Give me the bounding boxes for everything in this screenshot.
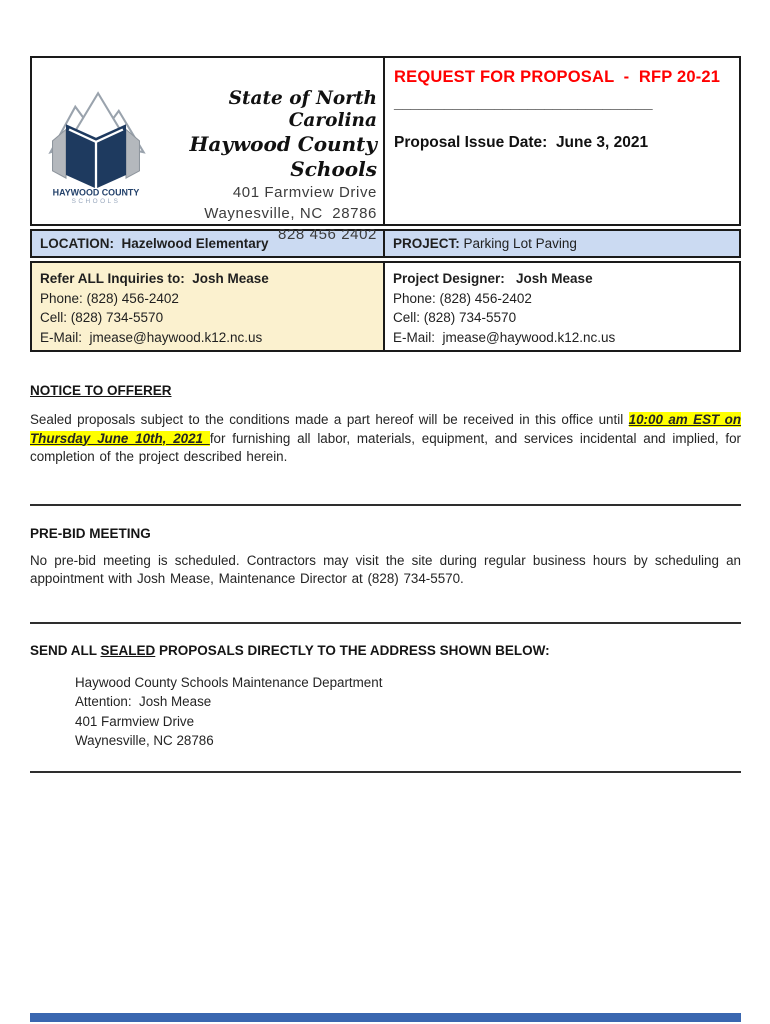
mailing-address-block	[75, 673, 741, 751]
prebid-paragraph: No pre-bid meeting is scheduled. Contractors may visit the site during regular business hours by scheduling an appointment with Josh Mease, Maintenance Director at (828) 734-5570.	[30, 552, 741, 586]
org-address-phone: 828 456 2402	[278, 226, 377, 243]
address-line-street: 401 Farmview Drive	[75, 713, 195, 729]
org-text-block	[148, 88, 379, 245]
inquiries-title: Refer ALL Inquiries to: Josh Mease	[40, 271, 269, 286]
section-divider	[30, 622, 741, 624]
location-project-row	[30, 229, 741, 258]
location-value: Hazelwood Elementary	[121, 236, 269, 251]
designer-cell	[385, 263, 739, 350]
location-cell	[32, 231, 385, 256]
rfp-number-blank-line: _______________________________	[394, 95, 653, 112]
location-label: LOCATION:	[40, 236, 114, 251]
designer-cell-phone: Cell: (828) 734-5570	[393, 310, 517, 325]
inquiries-cell-phone: Cell: (828) 734-5570	[40, 310, 164, 325]
designer-phone: Phone: (828) 456-2402	[393, 290, 532, 306]
header-org-cell	[32, 58, 385, 243]
notice-deadline-highlight: 10:00 am EST on Thursday June 10th, 2021	[30, 412, 742, 446]
send-heading-post: PROPOSALS DIRECTLY TO THE ADDRESS SHOWN BELOW:	[155, 642, 550, 658]
proposal-issue-date: Proposal Issue Date: June 3, 2021	[394, 134, 649, 151]
send-heading-sealed: SEALED	[100, 642, 156, 658]
org-name-line: Haywood County Schools	[189, 132, 377, 181]
notice-paragraph	[30, 411, 741, 467]
logo-text-line1: HAYWOOD COUNTY	[52, 187, 140, 198]
address-line-attention: Attention: Josh Mease	[75, 694, 212, 709]
rfp-title: REQUEST FOR PROPOSAL - RFP 20-21	[394, 68, 721, 86]
prebid-heading: PRE-BID MEETING	[30, 525, 151, 541]
logo-text-line2: SCHOOLS	[71, 197, 121, 204]
project-value: Parking Lot Paving	[463, 236, 577, 251]
section-divider	[30, 771, 741, 773]
inquiries-email: E-Mail: jmease@haywood.k12.nc.us	[40, 329, 263, 345]
org-state-line: State of North Carolina	[228, 88, 377, 131]
project-cell	[385, 231, 739, 256]
send-heading-pre: SEND ALL	[30, 642, 101, 658]
header-rfp-cell	[385, 58, 739, 224]
send-heading	[30, 643, 741, 658]
notice-text-post: for furnishing all labor, materials, equipment, and services incidental and implied, for completion of the project described herein.	[30, 430, 741, 464]
org-address-city: Waynesville, NC 28786	[204, 205, 377, 222]
inquiries-cell	[32, 263, 385, 350]
header-table	[30, 56, 741, 243]
page-bottom-bar	[30, 1013, 741, 1022]
inquiries-phone: Phone: (828) 456-2402	[40, 290, 179, 306]
project-label: PROJECT:	[393, 236, 460, 251]
haywood-county-schools-logo	[44, 86, 148, 209]
notice-heading: NOTICE TO OFFERER	[30, 383, 172, 398]
address-line-city: Waynesville, NC 28786	[75, 733, 214, 748]
notice-text-pre: Sealed proposals subject to the conditions made a part hereof will be received in this office until	[30, 412, 629, 427]
designer-email: E-Mail: jmease@haywood.k12.nc.us	[393, 329, 616, 345]
school-logo-icon	[44, 86, 148, 204]
contacts-table	[30, 261, 741, 352]
designer-title: Project Designer: Josh Mease	[393, 271, 593, 286]
address-line-department: Haywood County Schools Maintenance Department	[75, 674, 383, 690]
org-address-street: 401 Farmview Drive	[232, 184, 377, 201]
section-divider	[30, 504, 741, 506]
